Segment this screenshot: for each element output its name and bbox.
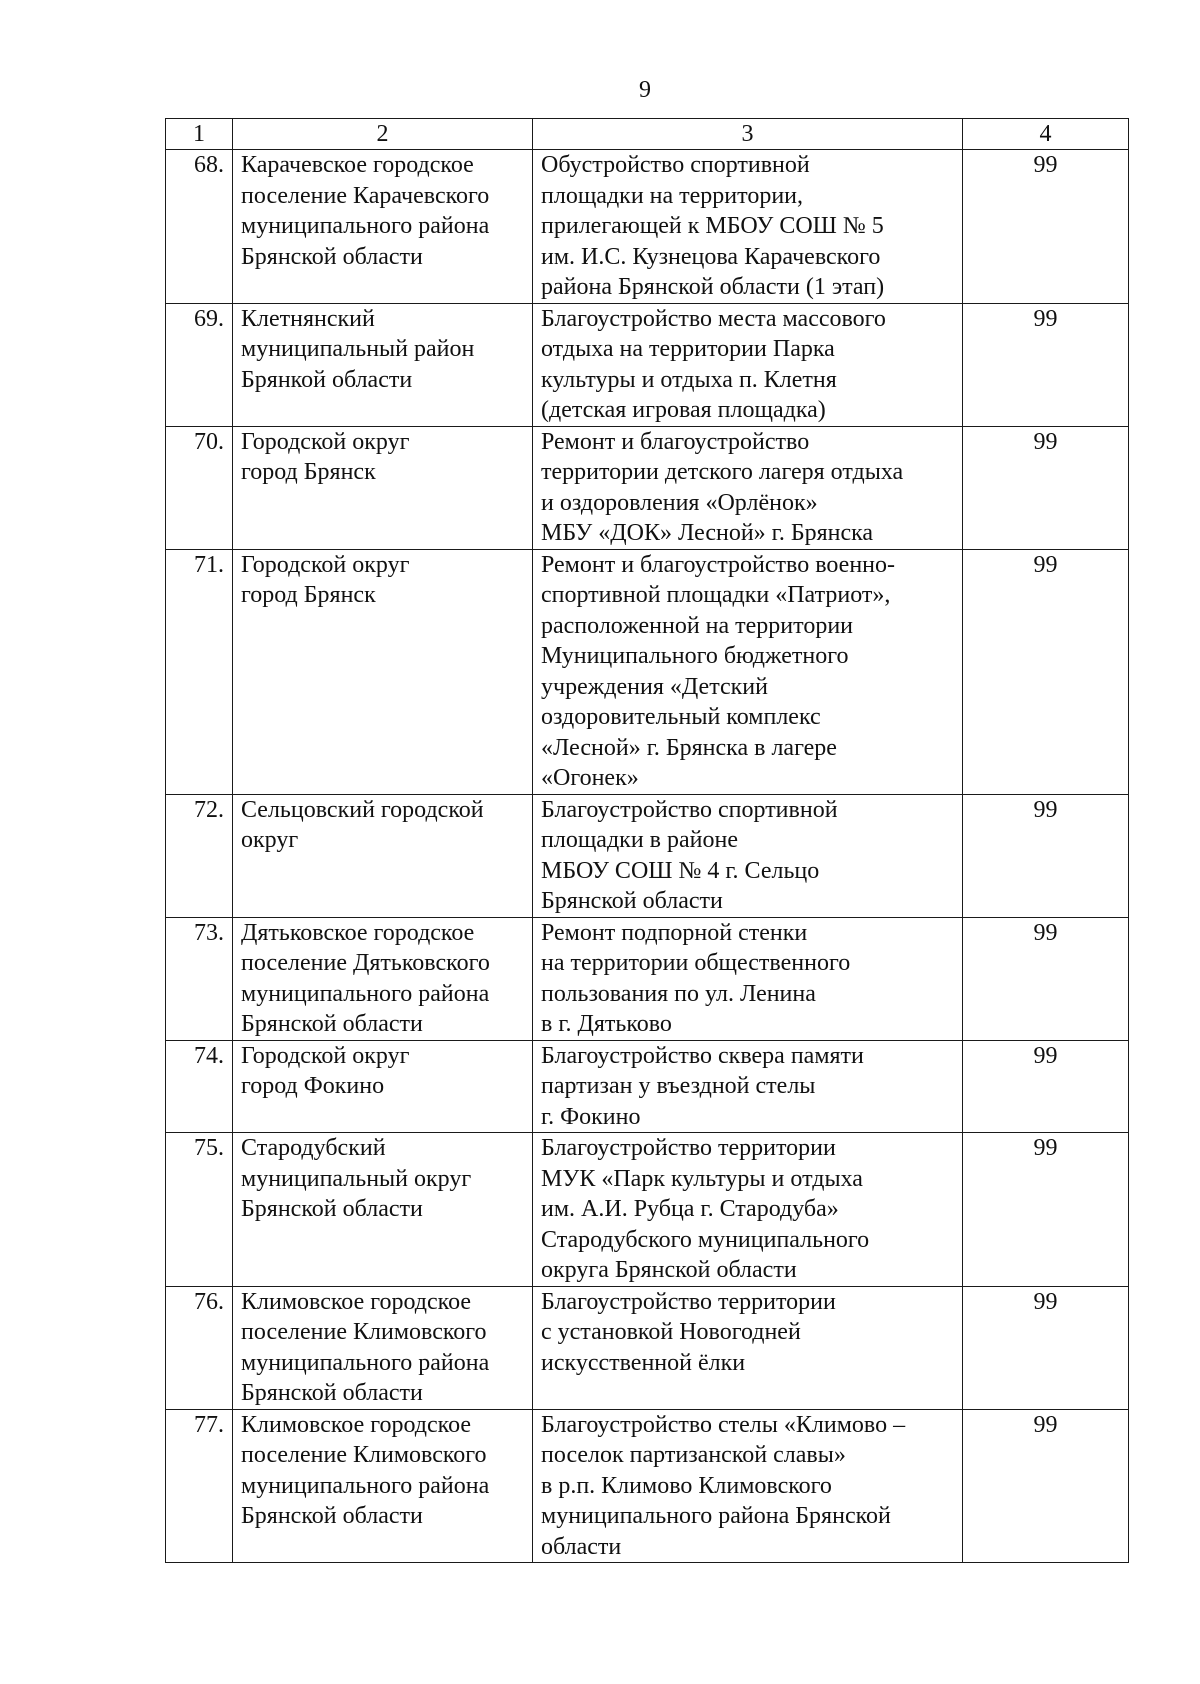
row-number: 71. bbox=[166, 549, 233, 794]
table-row bbox=[166, 303, 1129, 426]
project-line: с установкой Новогодней bbox=[541, 1319, 801, 1345]
project-line: культуры и отдыха п. Клетня bbox=[541, 366, 837, 393]
project-line: Благоустройство территории bbox=[541, 1135, 836, 1161]
recipient-cell bbox=[233, 303, 533, 426]
project-line: Благоустройство спортивной bbox=[541, 796, 838, 823]
project-line: области bbox=[541, 1533, 622, 1560]
recipient-cell bbox=[233, 426, 533, 549]
project-cell bbox=[533, 794, 963, 917]
row-number: 72. bbox=[166, 794, 233, 917]
project-line: Ремонт и благоустройство военно- bbox=[541, 551, 895, 578]
table-row bbox=[166, 1286, 1129, 1409]
table-row bbox=[166, 426, 1129, 549]
project-line: «Лесной» г. Брянска в лагере bbox=[541, 734, 837, 761]
value-cell: 99 bbox=[963, 794, 1129, 917]
project-line: поселок партизанской славы» bbox=[541, 1442, 846, 1468]
recipient-line: Городской округ bbox=[241, 428, 410, 455]
project-line: Ремонт и благоустройство bbox=[541, 428, 810, 455]
project-line: г. Фокино bbox=[541, 1103, 641, 1130]
project-cell bbox=[533, 917, 963, 1040]
row-number: 75. bbox=[166, 1133, 233, 1287]
recipient-line: Стародубский bbox=[241, 1135, 386, 1161]
recipient-line: Климовское городское bbox=[241, 1288, 472, 1315]
header-col-3: 3 bbox=[533, 119, 963, 150]
value-cell: 99 bbox=[963, 549, 1129, 794]
value-cell: 99 bbox=[963, 426, 1129, 549]
project-cell bbox=[533, 150, 963, 304]
project-line: Ремонт подпорной стенки bbox=[541, 919, 808, 946]
recipient-cell bbox=[233, 150, 533, 304]
value-cell: 99 bbox=[963, 150, 1129, 304]
value-cell: 99 bbox=[963, 917, 1129, 1040]
recipient-line: муниципальный округ bbox=[241, 1165, 472, 1192]
recipient-line: город Фокино bbox=[241, 1073, 385, 1099]
page-number: 9 bbox=[639, 77, 651, 103]
header-col-1: 1 bbox=[166, 119, 233, 150]
project-cell bbox=[533, 1409, 963, 1563]
project-line: оздоровительный комплекс bbox=[541, 704, 821, 730]
project-line: отдыха на территории Парка bbox=[541, 336, 835, 362]
recipient-cell bbox=[233, 549, 533, 794]
recipient-line: Городской округ bbox=[241, 551, 410, 578]
table-row bbox=[166, 549, 1129, 794]
recipient-line: Брянкой области bbox=[241, 366, 413, 393]
recipient-line: город Брянск bbox=[241, 459, 376, 485]
project-line: на территории общественного bbox=[541, 950, 851, 976]
project-cell bbox=[533, 303, 963, 426]
project-line: спортивной площадки «Патриот», bbox=[541, 582, 891, 608]
project-line: (детская игровая площадка) bbox=[541, 397, 826, 423]
project-line: Обустройство спортивной bbox=[541, 152, 810, 178]
value-cell: 99 bbox=[963, 1286, 1129, 1409]
project-line: им. И.С. Кузнецова Карачевского bbox=[541, 243, 881, 270]
project-line: округа Брянской области bbox=[541, 1257, 797, 1283]
recipient-line: Клетнянский bbox=[241, 305, 375, 332]
project-line: Благоустройство территории bbox=[541, 1288, 836, 1315]
recipient-cell bbox=[233, 1040, 533, 1133]
value-cell: 99 bbox=[963, 1133, 1129, 1287]
table-row bbox=[166, 1040, 1129, 1133]
project-line: МБОУ СОШ № 4 г. Сельцо bbox=[541, 857, 820, 884]
recipient-line: поселение Дятьковского bbox=[241, 950, 490, 976]
recipient-line: поселение Климовского bbox=[241, 1442, 487, 1468]
recipient-line: муниципального района bbox=[241, 980, 490, 1007]
project-line: площадки в районе bbox=[541, 827, 738, 853]
project-line: района Брянской области (1 этап) bbox=[541, 274, 885, 300]
recipient-line: Карачевское городское bbox=[241, 152, 474, 178]
project-line: Благоустройство места массового bbox=[541, 305, 886, 332]
header-col-2: 2 bbox=[233, 119, 533, 150]
recipient-line: Дятьковское городское bbox=[241, 919, 475, 946]
project-line: МУК «Парк культуры и отдыха bbox=[541, 1165, 863, 1192]
row-number: 76. bbox=[166, 1286, 233, 1409]
row-number: 68. bbox=[166, 150, 233, 304]
recipient-line: Брянской области bbox=[241, 1380, 423, 1406]
project-line: и оздоровления «Орлёнок» bbox=[541, 489, 818, 516]
project-cell bbox=[533, 1286, 963, 1409]
recipient-cell bbox=[233, 1286, 533, 1409]
project-cell bbox=[533, 1133, 963, 1287]
project-line: МБУ «ДОК» Лесной» г. Брянска bbox=[541, 520, 874, 546]
recipient-line: муниципального района bbox=[241, 213, 490, 239]
projects-table bbox=[165, 118, 1129, 1563]
project-line: площадки на территории, bbox=[541, 182, 804, 209]
table-row bbox=[166, 1409, 1129, 1563]
row-number: 69. bbox=[166, 303, 233, 426]
row-number: 73. bbox=[166, 917, 233, 1040]
project-line: им. А.И. Рубца г. Стародуба» bbox=[541, 1196, 839, 1222]
recipient-line: округ bbox=[241, 827, 299, 853]
recipient-cell bbox=[233, 794, 533, 917]
value-cell: 99 bbox=[963, 1040, 1129, 1133]
project-line: учреждения «Детский bbox=[541, 673, 768, 700]
table-row bbox=[166, 794, 1129, 917]
recipient-line: поселение Климовского bbox=[241, 1319, 487, 1345]
project-line: в р.п. Климово Климовского bbox=[541, 1472, 832, 1499]
recipient-cell bbox=[233, 917, 533, 1040]
recipient-cell bbox=[233, 1409, 533, 1563]
project-cell bbox=[533, 426, 963, 549]
project-line: Брянской области bbox=[541, 888, 723, 914]
recipient-line: город Брянск bbox=[241, 582, 376, 608]
row-number: 70. bbox=[166, 426, 233, 549]
header-col-4: 4 bbox=[963, 119, 1129, 150]
header-row bbox=[166, 119, 1129, 150]
project-line: пользования по ул. Ленина bbox=[541, 980, 816, 1007]
recipient-line: Брянской области bbox=[241, 1503, 423, 1529]
project-line: Благоустройство стелы «Климово – bbox=[541, 1411, 906, 1438]
project-line: Стародубского муниципального bbox=[541, 1226, 870, 1253]
recipient-line: Городской округ bbox=[241, 1042, 410, 1069]
row-number: 74. bbox=[166, 1040, 233, 1133]
recipient-line: Брянской области bbox=[241, 1196, 423, 1222]
table-body bbox=[166, 150, 1129, 1563]
table-header bbox=[166, 119, 1129, 150]
project-line: прилегающей к МБОУ СОШ № 5 bbox=[541, 213, 884, 239]
value-cell: 99 bbox=[963, 303, 1129, 426]
recipient-line: муниципальный район bbox=[241, 336, 475, 362]
table-row bbox=[166, 917, 1129, 1040]
recipient-line: поселение Карачевского bbox=[241, 182, 490, 209]
project-line: территории детского лагеря отдыха bbox=[541, 459, 904, 485]
project-line: «Огонек» bbox=[541, 765, 639, 791]
recipient-line: Климовское городское bbox=[241, 1411, 472, 1438]
recipient-line: Сельцовский городской bbox=[241, 796, 484, 823]
recipient-line: Брянской области bbox=[241, 243, 423, 270]
project-line: расположенной на территории bbox=[541, 612, 853, 639]
recipient-cell bbox=[233, 1133, 533, 1287]
table-row bbox=[166, 150, 1129, 304]
project-line: партизан у въездной стелы bbox=[541, 1073, 816, 1099]
project-line: в г. Дятьково bbox=[541, 1011, 672, 1037]
project-line: муниципального района Брянской bbox=[541, 1503, 891, 1529]
project-line: Благоустройство сквера памяти bbox=[541, 1042, 864, 1069]
recipient-line: Брянской области bbox=[241, 1011, 423, 1037]
table-row bbox=[166, 1133, 1129, 1287]
project-line: искусственной ёлки bbox=[541, 1349, 746, 1376]
project-cell bbox=[533, 1040, 963, 1133]
value-cell: 99 bbox=[963, 1409, 1129, 1563]
recipient-line: муниципального района bbox=[241, 1472, 490, 1499]
project-line: Муниципального бюджетного bbox=[541, 643, 849, 669]
project-cell bbox=[533, 549, 963, 794]
recipient-line: муниципального района bbox=[241, 1349, 490, 1376]
row-number: 77. bbox=[166, 1409, 233, 1563]
